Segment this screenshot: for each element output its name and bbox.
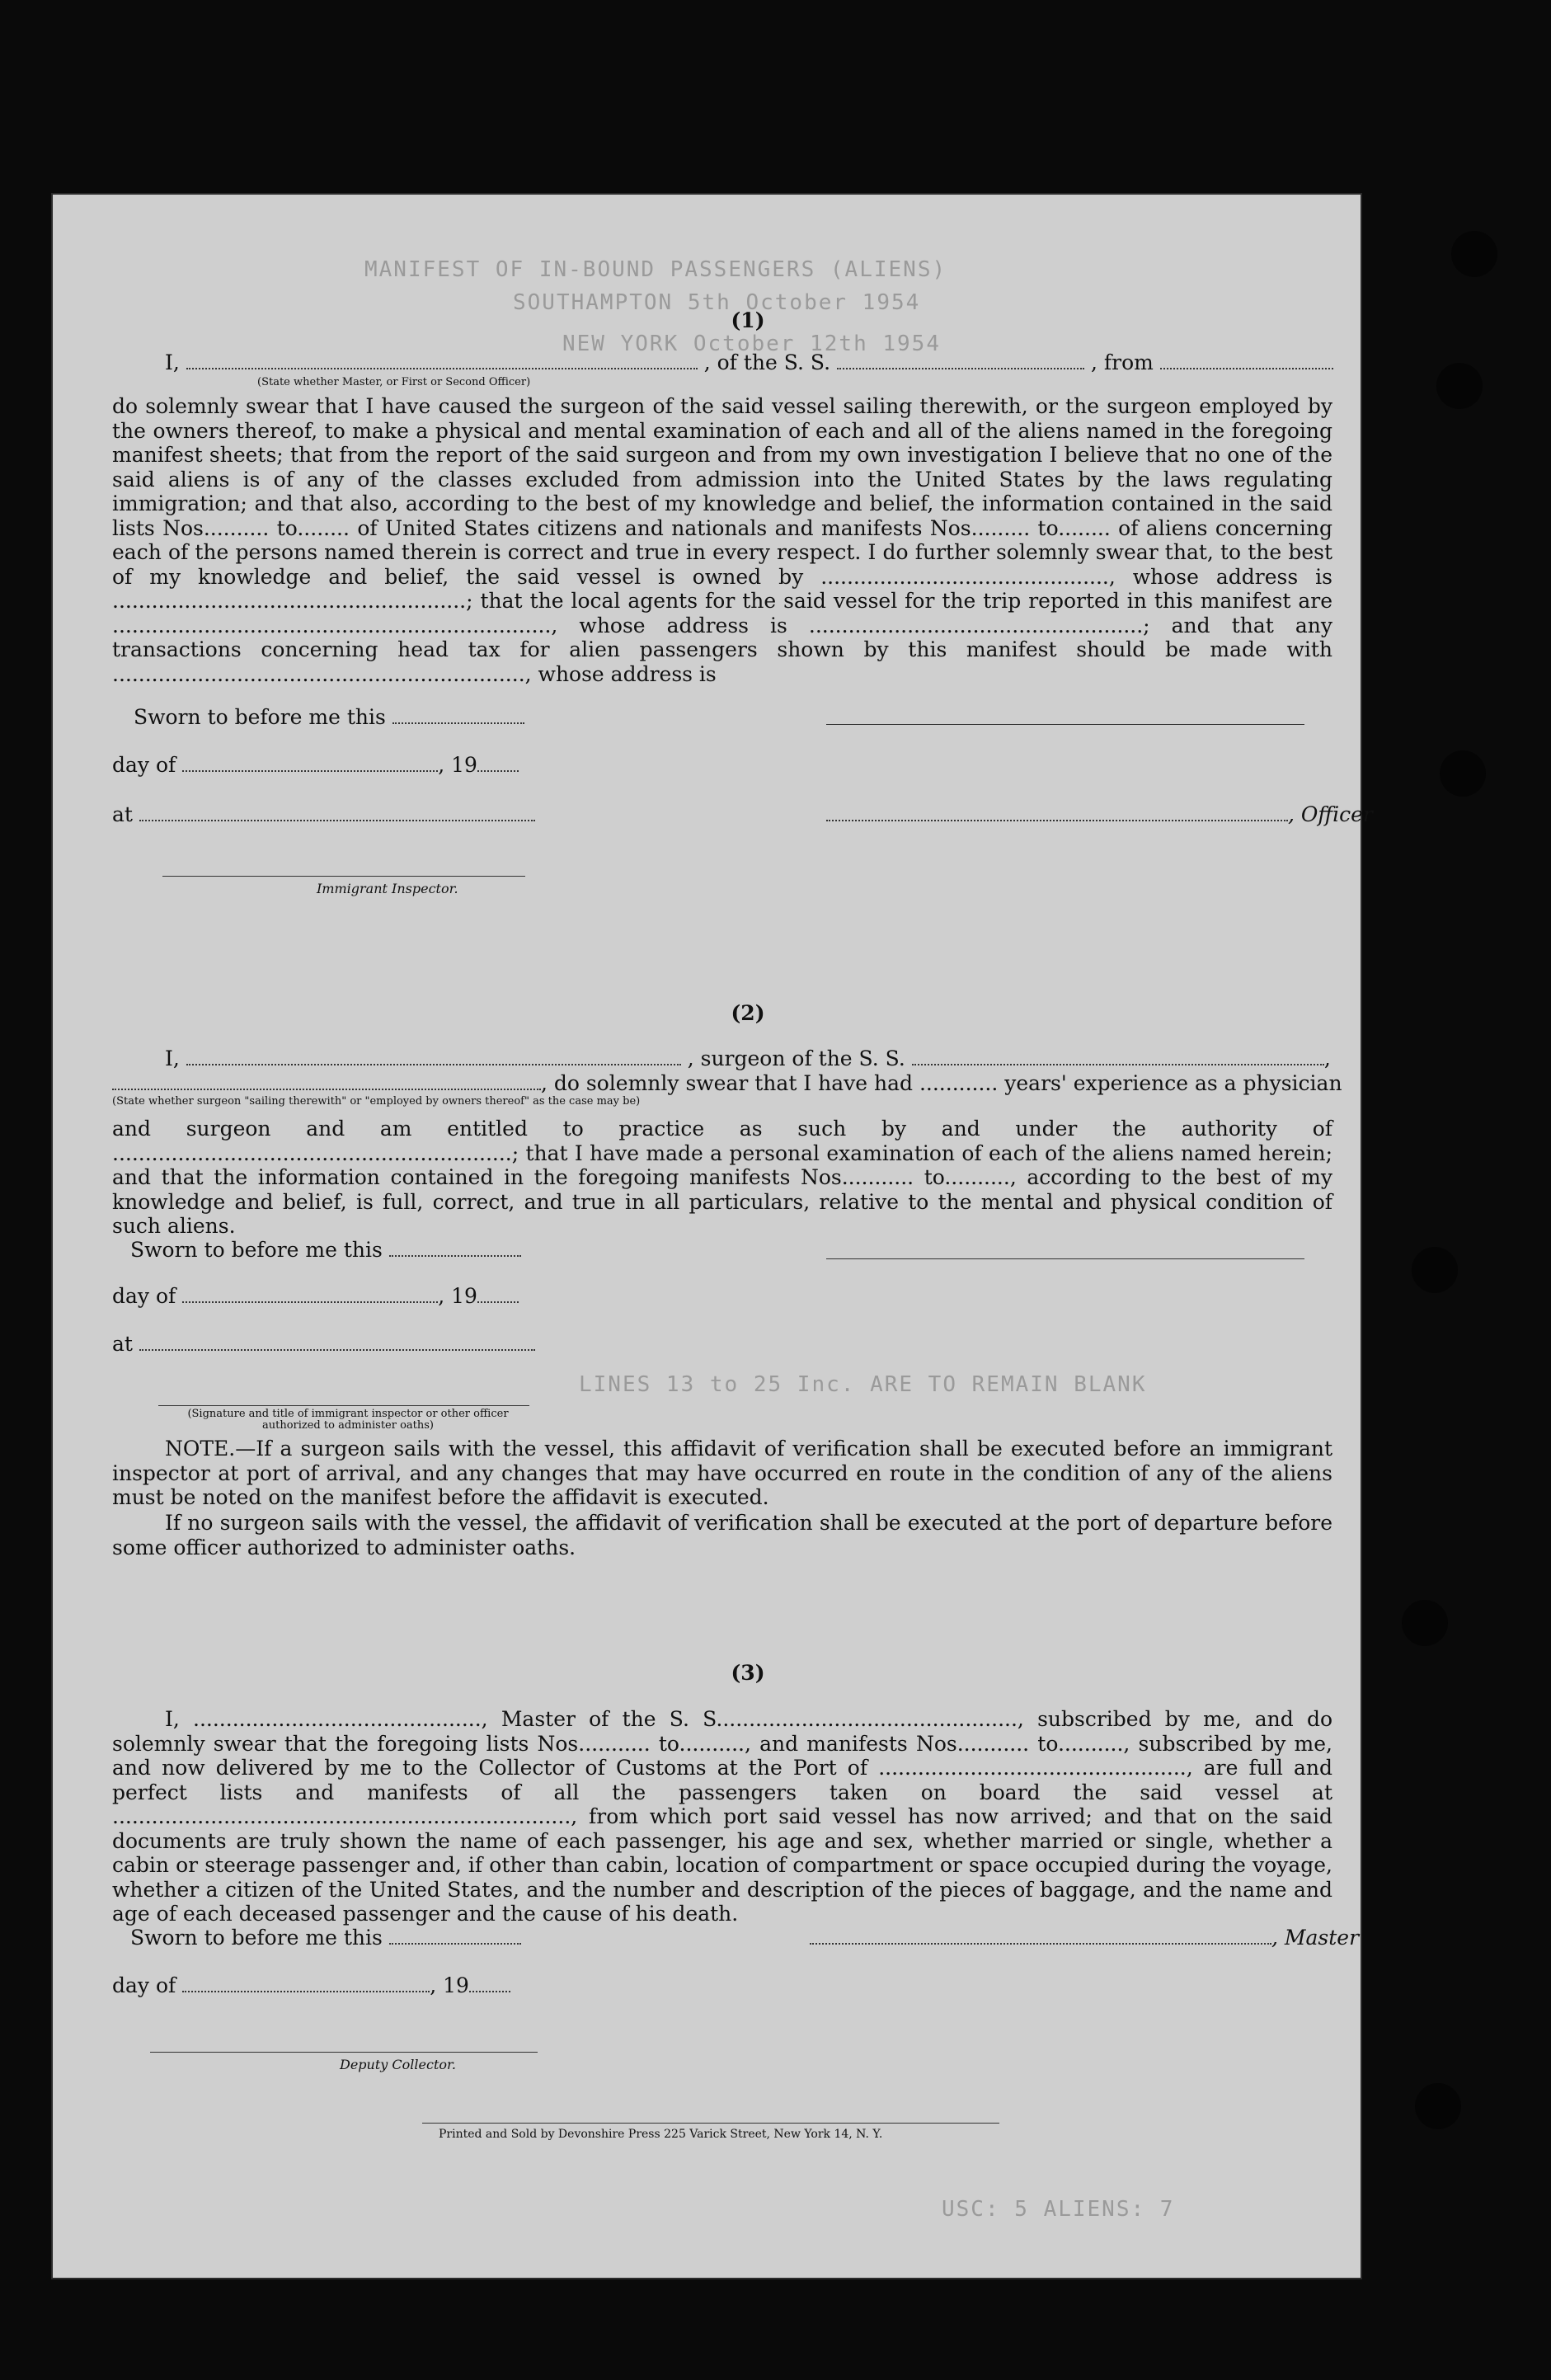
section-3-sworn: Sworn to before me this bbox=[130, 1925, 521, 1950]
binder-hole bbox=[1436, 363, 1483, 409]
bleed-through-totals: USC: 5 ALIENS: 7 bbox=[942, 2197, 1175, 2222]
section-2-day-of: day of , 19 bbox=[112, 1283, 519, 1309]
binder-hole bbox=[1412, 1247, 1458, 1293]
section-1-number: (1) bbox=[731, 308, 765, 332]
section-2-opening: I, , surgeon of the S. S. , bbox=[165, 1047, 1331, 1070]
section-2-blank-line-1 bbox=[826, 1258, 1304, 1259]
document-page bbox=[51, 193, 1373, 2279]
section-3-body: I, ............................................, Master of the S. S.............................................., subscribed by me, and do solemnly swear that the foregoing lists Nos........... to.........., and manifests Nos........... to.........., subscribed by me, and now delivered by me to the Collector of Customs at the Port of ..............................................., are full and perfect lists and manifests of all the passengers taken on board the said vessel at ......................................................................, from which port said vessel has now arrived; and that on the said documents are truly shown the name of each passenger, his age and sex, whether married or single, whether a cabin or steerage passenger and, if other than cabin, location of compartment or space occupied during the voyage, whether a citizen of the United States, and the number and description of the pieces of baggage, and the name and age of each deceased passenger and the cause of his death. bbox=[112, 1707, 1332, 1926]
footer-printer: Printed and Sold by Devonshire Press 225 Varick Street, New York 14, N. Y. bbox=[439, 2128, 883, 2141]
section-2-note-2: If no surgeon sails with the vessel, the affidavit of verification shall be executed at the port of departure before some officer authorized to administer oaths. bbox=[112, 1511, 1332, 1559]
section-1-opening: I, , of the S. S. , from bbox=[165, 350, 1333, 375]
section-3-collector: Deputy Collector. bbox=[340, 2057, 456, 2072]
binder-hole bbox=[1440, 750, 1486, 797]
section-3-collector-line bbox=[150, 2052, 538, 2053]
section-1-body: do solemnly swear that I have caused the surgeon of the said vessel sailing therewith, or the surgeon employed by the owners thereof, to make a physical and mental examination of each and all of the aliens named in the foregoing manifest sheets; that from the report of the said surgeon and from my own investigation I believe that no one of the said aliens is of any of the classes excluded from admission into the United States by the laws regulating immigration; and that also, according to the best of my knowledge and belief, the information contained in the said lists Nos.......... to........ of United States citizens and nationals and manifests Nos......... to........ of aliens concerning each of the persons named therein is correct and true in every respect. I do further solemnly swear that, to the best of my knowledge and belief, the said vessel is owned by ............................................, whose address is ......................................................; that the local agents for the said vessel for the trip reported in this manifest are ..................................................................., whose address is ...................................................; and that any transactions concerning head tax for alien passengers shown by this manifest should be made with ..............................................................., whose address is bbox=[112, 394, 1332, 686]
bleed-through-title: MANIFEST OF IN-BOUND PASSENGERS (ALIENS) bbox=[364, 257, 947, 282]
binder-hole bbox=[1451, 231, 1497, 277]
section-2-body: and surgeon and am entitled to practice as such by and under the authority of .............................................................; that I have made a personal examination of each of the aliens named herein; and that the information contained in the foregoing manifests Nos........... to.........., according to the best of my knowledge and belief, is full, correct, and true in all particulars, relative to the mental and physical condition of such aliens. bbox=[112, 1117, 1332, 1238]
bleed-through-blank-lines: LINES 13 to 25 Inc. ARE TO REMAIN BLANK bbox=[579, 1372, 1147, 1397]
section-2-at: at bbox=[112, 1331, 535, 1357]
section-2-caption: (State whether surgeon "sailing therewith" or "employed by owners thereof" as the case may be) bbox=[112, 1095, 641, 1108]
section-1-at: at bbox=[112, 802, 535, 827]
binder-hole bbox=[1415, 2083, 1461, 2129]
section-2-number: (2) bbox=[731, 1001, 765, 1025]
section-3-day-of: day of , 19 bbox=[112, 1973, 510, 1998]
binder-hole bbox=[1402, 1600, 1448, 1646]
section-3-master: , Master bbox=[810, 1925, 1359, 1950]
section-1-day-of: day of , 19 bbox=[112, 752, 519, 778]
section-2-note-1: NOTE.—If a surgeon sails with the vessel, this affidavit of verification shall be executed before an immigrant inspector at port of arrival, and any changes that may have occurred en route in the condition of any of the aliens must be noted on the manifest before the affidavit is executed. bbox=[112, 1437, 1332, 1509]
section-1-sworn: Sworn to before me this bbox=[134, 704, 524, 730]
section-1-officer-line-1 bbox=[826, 724, 1304, 725]
footer-rule bbox=[422, 2123, 999, 2124]
section-3-number: (3) bbox=[731, 1661, 765, 1685]
bleed-through-port: SOUTHAMPTON 5th October 1954 bbox=[513, 290, 921, 315]
section-1-caption: (State whether Master, or First or Second Officer) bbox=[257, 376, 531, 388]
section-1-officer: , Officer bbox=[826, 802, 1373, 827]
section-2-swear: , do solemnly swear that I have had ............ years' experience as a physician bbox=[112, 1070, 1342, 1096]
section-1-inspector: Immigrant Inspector. bbox=[317, 881, 458, 896]
section-2-sworn: Sworn to before me this bbox=[130, 1237, 521, 1263]
bleed-through-arrival: NEW YORK October 12th 1954 bbox=[562, 332, 941, 356]
section-2-signature-caption: (Signature and title of immigrant inspector or other officer authorized to administer oaths) bbox=[187, 1408, 509, 1432]
section-2-signature-line bbox=[158, 1405, 529, 1406]
section-1-inspector-line bbox=[162, 876, 525, 877]
